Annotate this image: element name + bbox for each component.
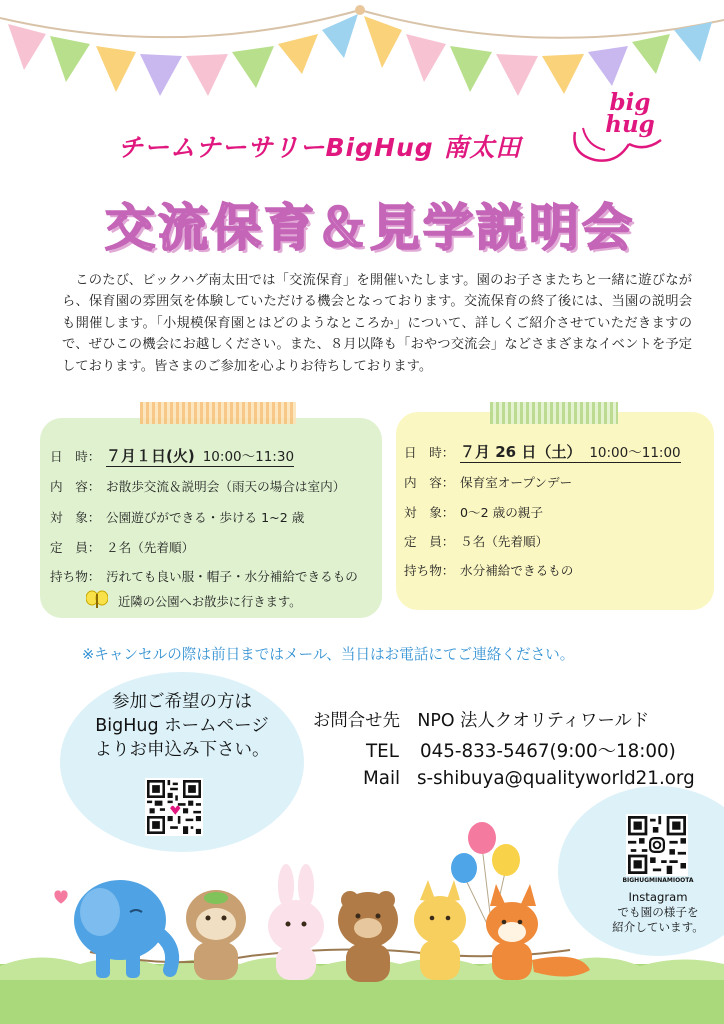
event2-content-row (404, 472, 572, 491)
event2-target-row (404, 502, 543, 521)
event1-capacity-label: 定 員： (50, 540, 101, 555)
instagram-handle: BIGHUGMINAMIOOTA (622, 877, 694, 884)
event1-target: 公園遊びができる・歩ける 1~2 歳 (106, 510, 305, 525)
event2-capacity: ５名（先着順） (460, 534, 549, 549)
elephant-icon (74, 880, 172, 978)
animals-illustration (50, 820, 610, 1000)
cat-icon (414, 880, 466, 980)
bighug-logo (565, 89, 675, 170)
event1-capacity-row (50, 537, 194, 556)
event1-time: 10:00～11:30 (202, 449, 295, 465)
instagram-line-3: 紹介しています。 (612, 920, 704, 934)
event2-time: 10:00～11:00 (589, 445, 681, 461)
event2-items: 水分補給できるもの (460, 563, 574, 578)
event1-items-label: 持ち物： (50, 569, 101, 584)
intro-paragraph: このたび、ビックハグ南太田では「交流保育」を開催いたします。園のお子さまたちと一緒に遊びながら、保育園の雰囲気を体験していただける機会となっております。交流保育の終了後には、当園の説明会も開催します。「小規模保育園とはどのようなところか」について、詳しくご紹介させていただきますので、ぜひこの機会にお越しください。また、８月以降も「おやつ交流会」などさまざまなイベントを予定しております。皆さまのご参加を心よりお待ちしております。 (62, 273, 692, 374)
event1-content-label: 内 容： (50, 479, 101, 494)
logo-text-big: big (609, 89, 651, 116)
event1-date-label: 日 時： (50, 449, 101, 464)
event1-items: 汚れても良い服・帽子・水分補給できるもの (106, 569, 358, 584)
page-title: 交流保育＆見学説明会 (105, 199, 635, 257)
nursery-name: チームナーサリーBigHug 南太田 (118, 133, 522, 162)
apply-line-1: 参加ご希望の方は (112, 692, 252, 712)
cancel-note: ※キャンセルの際は前日まではメール、当日はお電話にてご連絡ください。 (82, 646, 575, 663)
event1-content-row (50, 476, 345, 495)
event1-content: お散歩交流＆説明会（雨天の場合は室内） (106, 479, 346, 494)
event1-target-row (50, 507, 304, 526)
event2-items-label: 持ち物： (404, 563, 455, 578)
event2-target: 0～2 歳の親子 (460, 505, 543, 520)
event1-items-row (50, 566, 358, 585)
pennant-flags (8, 14, 712, 96)
event1-date-row (50, 445, 294, 466)
event2-items-row (404, 560, 573, 579)
tape-decoration-left (140, 402, 296, 424)
apply-line-3: よりお申込み下さい。 (94, 740, 270, 760)
rabbit-icon (268, 864, 324, 980)
event2-content-label: 内 容： (404, 475, 455, 490)
instagram-line-1: Instagram (628, 890, 688, 904)
event2-date-row (404, 441, 681, 462)
event1-target-label: 対 象： (50, 510, 101, 525)
bunting-knot (355, 5, 365, 15)
event1-note: 近隣の公園へお散歩に行きます。 (118, 595, 302, 609)
logo-text-hug: hug (605, 111, 655, 138)
event1-date: ７月１日(火) (106, 447, 195, 465)
event1-capacity: ２名（先着順） (106, 540, 195, 555)
instagram-text (600, 890, 716, 935)
event2-date-label: 日 時： (404, 445, 455, 460)
butterfly-icon (86, 590, 108, 610)
event2-date: ７月 26 日（土） (460, 443, 582, 461)
hands-heart-icon (565, 89, 675, 170)
event2-target-label: 対 象： (404, 505, 455, 520)
tanuki-icon (186, 890, 246, 980)
event2-capacity-row (404, 531, 548, 550)
instagram-qr-code[interactable] (626, 814, 688, 876)
event2-capacity-label: 定 員： (404, 534, 455, 549)
heart-icon (54, 890, 67, 903)
contact-tel[interactable]: 045-833-5467(9:00～18:00) (420, 741, 676, 762)
contact-tel-row (366, 737, 676, 763)
apply-line-2: BigHug ホームページ (95, 716, 269, 736)
event2-content: 保育室オープンデー (460, 475, 573, 490)
contact-mail-label: Mail (363, 768, 401, 789)
fox-icon (486, 884, 590, 980)
contact-tel-label: TEL (366, 741, 399, 762)
instagram-line-2: でも園の様子を (617, 905, 699, 919)
contact-mail[interactable]: s-shibuya@qualityworld21.org (417, 768, 695, 789)
apply-text (60, 690, 304, 762)
bear-icon (338, 891, 398, 982)
contact-organization: お問合せ先 NPO 法人クオリティワールド (313, 711, 650, 731)
tape-decoration-right (490, 402, 618, 424)
